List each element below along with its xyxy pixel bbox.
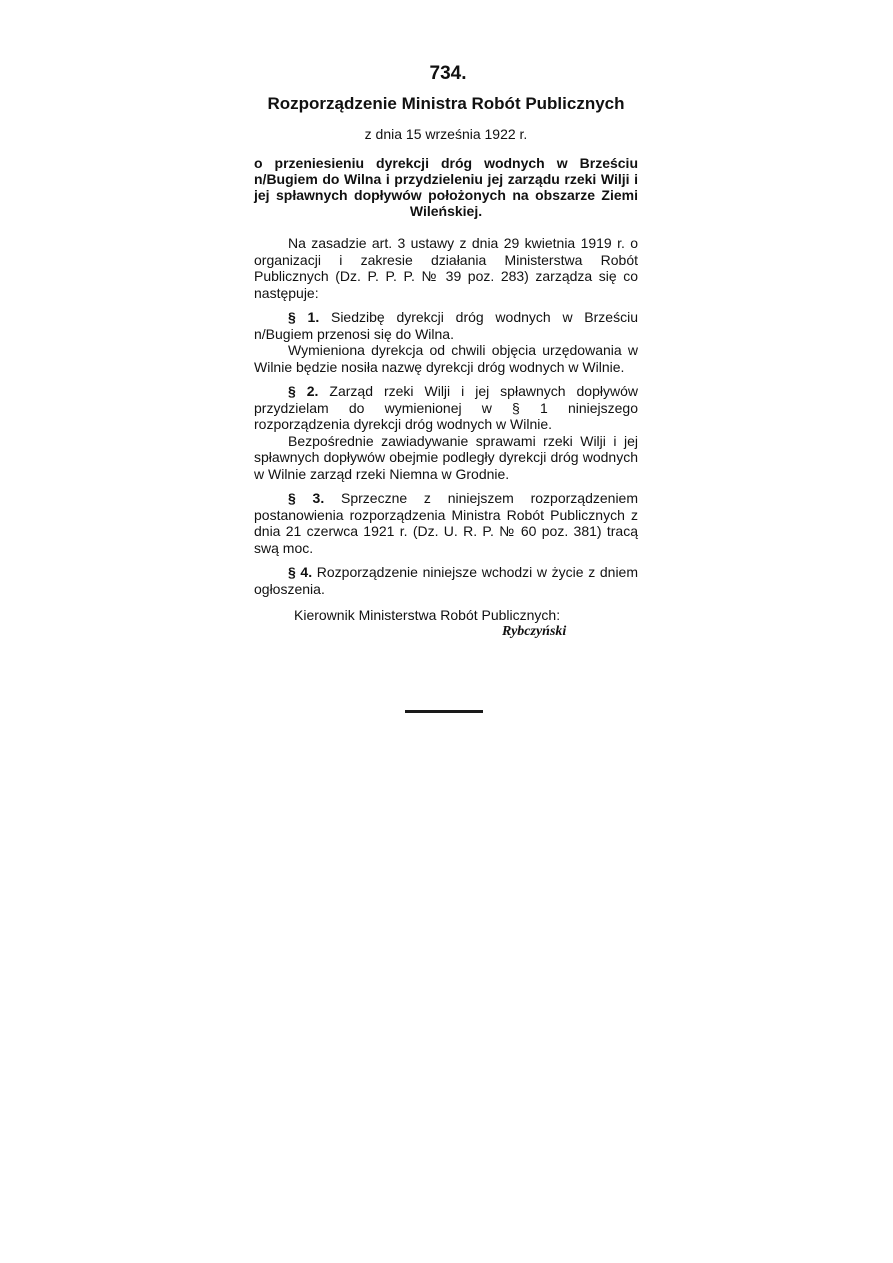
document-page xyxy=(254,62,638,640)
section-1-continuation: Wymieniona dyrekcja od chwili objęcia urzędowania w Wilnie będzie nosiła nazwę dyrekcji dróg wodnych w Wilnie. xyxy=(254,342,638,375)
section-1-text: Siedzibę dyrekcji dróg wodnych w Brześciu n/Bugiem przenosi się do Wilna. xyxy=(254,309,638,342)
document-subject: o przeniesieniu dyrekcji dróg wodnych w Brześciu n/Bugiem do Wilna i przydzieleniu jej zarządu rzeki Wilji i jej spławnych dopływów położonych na obszarze Ziemi Wileńskiej. xyxy=(254,155,638,219)
section-4-paragraph xyxy=(254,564,638,597)
section-2-mark: § 2. xyxy=(288,383,319,399)
section-2-text: Zarząd rzeki Wilji i jej spławnych dopływów przydzielam do wymienionej w § 1 niniejszego rozporządzenia dyrekcji dróg wodnych w Wilnie. xyxy=(254,383,638,432)
section-2-paragraph xyxy=(254,383,638,433)
section-4-mark: § 4. xyxy=(288,564,313,580)
document-number: 734. xyxy=(429,63,467,84)
section-2-continuation: Bezpośrednie zawiadywanie sprawami rzeki Wilji i jej spławnych dopływów obejmie podległy dyrekcji dróg wodnych w Wilnie zarząd rzeki Niemna w Grodnie. xyxy=(254,432,638,482)
document-date: z dnia 15 września 1922 r. xyxy=(364,126,528,142)
closing-rule xyxy=(405,710,483,713)
document-title: Rozporządzenie Ministra Robót Publicznych xyxy=(267,94,625,113)
section-1-paragraph xyxy=(254,309,638,342)
signature-name: Rybczyński xyxy=(502,623,567,639)
section-1-mark: § 1. xyxy=(288,309,320,325)
signature-role: Kierownik Ministerstwa Robót Publicznych: xyxy=(294,607,561,623)
section-3-paragraph xyxy=(254,490,638,556)
section-4-text: Rozporządzenie niniejsze wchodzi w życie z dniem ogłoszenia. xyxy=(254,564,639,597)
preamble-paragraph: Na zasadzie art. 3 ustawy z dnia 29 kwietnia 1919 r. o organizacji i zakresie działania Ministerstwa Robót Publicznych (Dz. P. P. P. № 39 poz. 283) zarządza się co następuje: xyxy=(254,235,638,301)
section-3-mark: § 3. xyxy=(288,490,325,506)
section-3-text: Sprzeczne z niniejszem rozporządzeniem postanowienia rozporządzenia Ministra Robót Publicznych z dnia 21 czerwca 1921 r. (Dz. U. R. P. № 60 poz. 381) tracą swą moc. xyxy=(254,490,638,556)
